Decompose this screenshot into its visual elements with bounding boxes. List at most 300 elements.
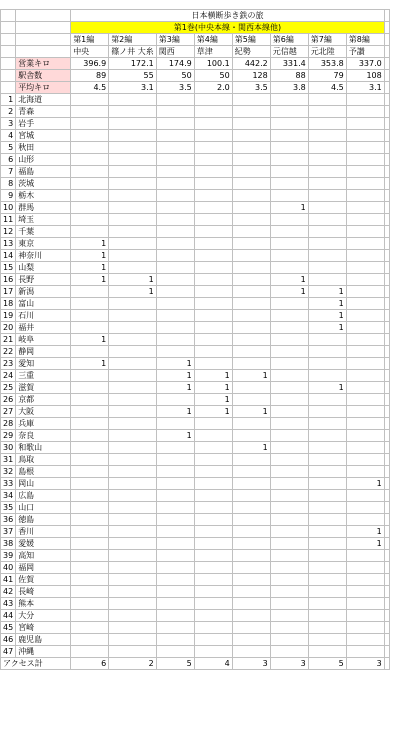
cell-empty[interactable]	[384, 526, 389, 538]
route-mark[interactable]	[308, 154, 346, 166]
route-mark[interactable]	[109, 550, 157, 562]
route-mark[interactable]	[194, 574, 232, 586]
footer-label-cell[interactable]: アクセス計	[1, 658, 71, 670]
route-mark[interactable]	[71, 346, 109, 358]
route-mark[interactable]	[71, 298, 109, 310]
route-mark[interactable]: 1	[232, 406, 270, 418]
cell-empty[interactable]	[384, 250, 389, 262]
route-mark[interactable]	[194, 454, 232, 466]
cell-empty[interactable]	[384, 214, 389, 226]
route-number[interactable]: 第2編	[109, 34, 157, 46]
route-mark[interactable]	[109, 382, 157, 394]
route-mark[interactable]	[156, 226, 194, 238]
stat-value[interactable]: 55	[109, 70, 157, 82]
cell-empty[interactable]	[1, 70, 16, 82]
route-mark[interactable]: 1	[71, 262, 109, 274]
route-mark[interactable]	[71, 466, 109, 478]
stat-value[interactable]: 172.1	[109, 58, 157, 70]
route-mark[interactable]	[194, 346, 232, 358]
route-mark[interactable]	[270, 502, 308, 514]
route-mark[interactable]	[270, 478, 308, 490]
route-mark[interactable]	[346, 430, 384, 442]
stat-value[interactable]: 128	[232, 70, 270, 82]
route-mark[interactable]	[346, 382, 384, 394]
prefecture-name[interactable]: 鳥取	[16, 454, 71, 466]
route-mark[interactable]	[156, 490, 194, 502]
cell-empty[interactable]	[384, 418, 389, 430]
route-mark[interactable]	[270, 358, 308, 370]
route-mark[interactable]	[156, 190, 194, 202]
prefecture-number[interactable]: 20	[1, 322, 16, 334]
route-mark[interactable]	[270, 406, 308, 418]
route-mark[interactable]	[308, 334, 346, 346]
route-mark[interactable]	[71, 406, 109, 418]
cell-empty[interactable]	[384, 406, 389, 418]
route-mark[interactable]	[308, 226, 346, 238]
cell-empty[interactable]	[384, 154, 389, 166]
route-mark[interactable]: 1	[156, 358, 194, 370]
prefecture-number[interactable]: 41	[1, 574, 16, 586]
route-mark[interactable]	[109, 586, 157, 598]
cell-empty[interactable]	[384, 310, 389, 322]
prefecture-number[interactable]: 42	[1, 586, 16, 598]
route-mark[interactable]	[109, 202, 157, 214]
route-mark[interactable]	[194, 226, 232, 238]
route-mark[interactable]	[109, 574, 157, 586]
cell-empty[interactable]	[384, 70, 389, 82]
route-mark[interactable]	[194, 598, 232, 610]
cell-empty[interactable]	[384, 166, 389, 178]
route-mark[interactable]	[156, 598, 194, 610]
route-mark[interactable]	[308, 190, 346, 202]
route-mark[interactable]	[270, 142, 308, 154]
cell-empty[interactable]	[384, 394, 389, 406]
route-mark[interactable]	[156, 298, 194, 310]
route-mark[interactable]	[109, 322, 157, 334]
route-mark[interactable]	[346, 610, 384, 622]
route-mark[interactable]: 1	[194, 394, 232, 406]
route-mark[interactable]	[71, 394, 109, 406]
route-mark[interactable]	[346, 646, 384, 658]
route-mark[interactable]	[194, 274, 232, 286]
prefecture-number[interactable]: 16	[1, 274, 16, 286]
route-mark[interactable]	[156, 610, 194, 622]
route-mark[interactable]	[194, 202, 232, 214]
cell-empty[interactable]	[384, 646, 389, 658]
stat-value[interactable]: 442.2	[232, 58, 270, 70]
route-mark[interactable]	[71, 370, 109, 382]
stat-value[interactable]: 396.9	[71, 58, 109, 70]
route-mark[interactable]	[346, 166, 384, 178]
route-mark[interactable]	[308, 562, 346, 574]
prefecture-number[interactable]: 18	[1, 298, 16, 310]
route-mark[interactable]	[270, 166, 308, 178]
route-mark[interactable]	[346, 286, 384, 298]
stat-value[interactable]: 3.1	[109, 82, 157, 94]
route-mark[interactable]	[156, 250, 194, 262]
route-mark[interactable]	[156, 466, 194, 478]
prefecture-name[interactable]: 兵庫	[16, 418, 71, 430]
route-mark[interactable]	[308, 346, 346, 358]
cell-empty[interactable]	[384, 622, 389, 634]
cell-empty[interactable]	[384, 574, 389, 586]
cell-empty[interactable]	[1, 46, 16, 58]
route-mark[interactable]	[346, 238, 384, 250]
route-mark[interactable]	[109, 538, 157, 550]
route-mark[interactable]	[270, 550, 308, 562]
route-name[interactable]: 中央	[71, 46, 109, 58]
prefecture-number[interactable]: 5	[1, 142, 16, 154]
route-mark[interactable]	[308, 358, 346, 370]
route-name[interactable]: 予讃	[346, 46, 384, 58]
prefecture-name[interactable]: 東京	[16, 238, 71, 250]
route-mark[interactable]	[270, 574, 308, 586]
route-mark[interactable]: 1	[71, 334, 109, 346]
route-mark[interactable]	[109, 94, 157, 106]
route-mark[interactable]	[71, 622, 109, 634]
prefecture-number[interactable]: 17	[1, 286, 16, 298]
route-mark[interactable]	[194, 154, 232, 166]
route-mark[interactable]	[346, 190, 384, 202]
route-name[interactable]: 篠ノ井 大糸	[109, 46, 157, 58]
prefecture-number[interactable]: 9	[1, 190, 16, 202]
route-mark[interactable]	[71, 154, 109, 166]
prefecture-name[interactable]: 岐阜	[16, 334, 71, 346]
cell-empty[interactable]	[384, 346, 389, 358]
route-mark[interactable]	[194, 466, 232, 478]
cell-empty[interactable]	[384, 370, 389, 382]
prefecture-number[interactable]: 13	[1, 238, 16, 250]
route-mark[interactable]	[232, 106, 270, 118]
prefecture-name[interactable]: 長野	[16, 274, 71, 286]
route-mark[interactable]	[156, 442, 194, 454]
prefecture-name[interactable]: 佐賀	[16, 574, 71, 586]
route-mark[interactable]	[346, 562, 384, 574]
cell-empty[interactable]	[384, 514, 389, 526]
route-mark[interactable]	[109, 154, 157, 166]
route-mark[interactable]	[156, 214, 194, 226]
cell-empty[interactable]	[384, 274, 389, 286]
route-number[interactable]: 第3編	[156, 34, 194, 46]
prefecture-number[interactable]: 36	[1, 514, 16, 526]
prefecture-name[interactable]: 沖縄	[16, 646, 71, 658]
route-mark[interactable]	[194, 130, 232, 142]
route-mark[interactable]	[194, 358, 232, 370]
route-mark[interactable]	[194, 214, 232, 226]
route-mark[interactable]	[346, 202, 384, 214]
cell-empty[interactable]	[1, 82, 16, 94]
prefecture-number[interactable]: 34	[1, 490, 16, 502]
stat-value[interactable]: 3.5	[156, 82, 194, 94]
route-mark[interactable]	[232, 598, 270, 610]
prefecture-number[interactable]: 46	[1, 634, 16, 646]
route-mark[interactable]	[308, 250, 346, 262]
route-mark[interactable]: 1	[71, 274, 109, 286]
route-mark[interactable]	[308, 430, 346, 442]
prefecture-number[interactable]: 4	[1, 130, 16, 142]
route-mark[interactable]	[346, 442, 384, 454]
route-mark[interactable]	[156, 334, 194, 346]
route-mark[interactable]	[156, 394, 194, 406]
route-mark[interactable]	[270, 334, 308, 346]
prefecture-name[interactable]: 富山	[16, 298, 71, 310]
route-mark[interactable]	[270, 418, 308, 430]
prefecture-number[interactable]: 35	[1, 502, 16, 514]
route-mark[interactable]	[71, 142, 109, 154]
route-mark[interactable]	[346, 466, 384, 478]
prefecture-number[interactable]: 37	[1, 526, 16, 538]
route-mark[interactable]	[232, 250, 270, 262]
cell-empty[interactable]	[1, 22, 16, 34]
route-mark[interactable]: 1	[71, 238, 109, 250]
route-mark[interactable]	[194, 238, 232, 250]
route-mark[interactable]	[232, 466, 270, 478]
route-mark[interactable]	[109, 346, 157, 358]
route-mark[interactable]	[156, 634, 194, 646]
route-mark[interactable]	[194, 106, 232, 118]
route-mark[interactable]	[232, 502, 270, 514]
route-mark[interactable]: 1	[308, 310, 346, 322]
route-mark[interactable]	[308, 646, 346, 658]
stat-value[interactable]: 4.5	[71, 82, 109, 94]
prefecture-number[interactable]: 14	[1, 250, 16, 262]
route-mark[interactable]	[308, 406, 346, 418]
route-mark[interactable]	[346, 358, 384, 370]
route-mark[interactable]	[156, 130, 194, 142]
route-mark[interactable]	[232, 310, 270, 322]
route-mark[interactable]	[71, 454, 109, 466]
prefecture-number[interactable]: 32	[1, 466, 16, 478]
prefecture-number[interactable]: 19	[1, 310, 16, 322]
route-mark[interactable]	[71, 310, 109, 322]
route-mark[interactable]	[156, 310, 194, 322]
route-mark[interactable]	[156, 478, 194, 490]
route-mark[interactable]	[232, 202, 270, 214]
route-mark[interactable]	[194, 490, 232, 502]
route-mark[interactable]	[194, 562, 232, 574]
route-mark[interactable]	[346, 574, 384, 586]
route-mark[interactable]	[71, 526, 109, 538]
cell-empty[interactable]	[384, 586, 389, 598]
route-mark[interactable]	[308, 394, 346, 406]
route-mark[interactable]	[308, 550, 346, 562]
route-mark[interactable]	[71, 634, 109, 646]
route-mark[interactable]	[346, 106, 384, 118]
route-mark[interactable]	[270, 454, 308, 466]
route-mark[interactable]	[308, 442, 346, 454]
route-mark[interactable]: 1	[194, 406, 232, 418]
route-mark[interactable]	[270, 430, 308, 442]
route-mark[interactable]	[194, 118, 232, 130]
cell-empty[interactable]	[384, 430, 389, 442]
route-mark[interactable]	[232, 358, 270, 370]
route-mark[interactable]	[109, 226, 157, 238]
route-mark[interactable]	[109, 502, 157, 514]
route-mark[interactable]	[109, 490, 157, 502]
stat-value[interactable]: 50	[156, 70, 194, 82]
route-mark[interactable]	[194, 442, 232, 454]
route-mark[interactable]	[71, 226, 109, 238]
route-mark[interactable]	[308, 490, 346, 502]
route-mark[interactable]	[194, 646, 232, 658]
route-mark[interactable]	[156, 166, 194, 178]
route-mark[interactable]	[194, 286, 232, 298]
route-mark[interactable]	[194, 298, 232, 310]
route-mark[interactable]	[270, 262, 308, 274]
route-mark[interactable]: 1	[232, 442, 270, 454]
route-mark[interactable]	[156, 538, 194, 550]
route-mark[interactable]	[270, 346, 308, 358]
prefecture-name[interactable]: 福井	[16, 322, 71, 334]
route-mark[interactable]	[71, 598, 109, 610]
stat-value[interactable]: 4.5	[308, 82, 346, 94]
route-mark[interactable]	[194, 262, 232, 274]
route-mark[interactable]	[232, 214, 270, 226]
route-mark[interactable]	[71, 418, 109, 430]
route-mark[interactable]	[270, 214, 308, 226]
route-mark[interactable]: 1	[109, 274, 157, 286]
route-mark[interactable]	[346, 586, 384, 598]
access-total[interactable]: 3	[232, 658, 270, 670]
prefecture-name[interactable]: 大分	[16, 610, 71, 622]
prefecture-name[interactable]: 埼玉	[16, 214, 71, 226]
route-mark[interactable]	[270, 118, 308, 130]
prefecture-name[interactable]: 石川	[16, 310, 71, 322]
route-mark[interactable]	[71, 166, 109, 178]
route-mark[interactable]	[109, 142, 157, 154]
prefecture-number[interactable]: 2	[1, 106, 16, 118]
route-mark[interactable]	[109, 610, 157, 622]
route-mark[interactable]	[232, 238, 270, 250]
cell-empty[interactable]	[384, 178, 389, 190]
route-mark[interactable]	[109, 514, 157, 526]
prefecture-number[interactable]: 26	[1, 394, 16, 406]
prefecture-name[interactable]: 和歌山	[16, 442, 71, 454]
route-mark[interactable]	[194, 430, 232, 442]
route-mark[interactable]	[194, 634, 232, 646]
cell-empty[interactable]	[384, 454, 389, 466]
route-mark[interactable]	[270, 646, 308, 658]
route-mark[interactable]	[232, 274, 270, 286]
cell-empty[interactable]	[384, 538, 389, 550]
route-mark[interactable]	[346, 298, 384, 310]
route-mark[interactable]	[308, 634, 346, 646]
route-name[interactable]: 関西	[156, 46, 194, 58]
route-mark[interactable]	[156, 646, 194, 658]
route-mark[interactable]	[109, 334, 157, 346]
route-mark[interactable]	[270, 562, 308, 574]
route-mark[interactable]	[232, 166, 270, 178]
prefecture-number[interactable]: 47	[1, 646, 16, 658]
route-mark[interactable]	[308, 118, 346, 130]
route-mark[interactable]: 1	[346, 526, 384, 538]
route-mark[interactable]	[194, 178, 232, 190]
route-mark[interactable]	[194, 610, 232, 622]
route-mark[interactable]	[156, 322, 194, 334]
route-mark[interactable]	[232, 346, 270, 358]
prefecture-name[interactable]: 滋賀	[16, 382, 71, 394]
access-total[interactable]: 2	[109, 658, 157, 670]
cell-empty[interactable]	[384, 286, 389, 298]
route-mark[interactable]	[346, 178, 384, 190]
prefecture-number[interactable]: 12	[1, 226, 16, 238]
route-mark[interactable]	[109, 298, 157, 310]
route-mark[interactable]	[346, 514, 384, 526]
route-mark[interactable]	[308, 178, 346, 190]
route-mark[interactable]	[308, 622, 346, 634]
route-mark[interactable]	[156, 106, 194, 118]
prefecture-name[interactable]: 千葉	[16, 226, 71, 238]
prefecture-name[interactable]: 島根	[16, 466, 71, 478]
prefecture-name[interactable]: 山形	[16, 154, 71, 166]
route-mark[interactable]: 1	[156, 430, 194, 442]
route-mark[interactable]	[308, 454, 346, 466]
route-mark[interactable]	[109, 598, 157, 610]
route-mark[interactable]	[232, 526, 270, 538]
route-mark[interactable]	[232, 622, 270, 634]
route-mark[interactable]	[270, 394, 308, 406]
route-mark[interactable]	[346, 154, 384, 166]
cell-empty[interactable]	[384, 466, 389, 478]
route-mark[interactable]	[71, 490, 109, 502]
route-mark[interactable]: 1	[308, 382, 346, 394]
route-mark[interactable]: 1	[71, 358, 109, 370]
route-mark[interactable]	[194, 322, 232, 334]
route-mark[interactable]	[346, 454, 384, 466]
route-mark[interactable]	[156, 586, 194, 598]
route-mark[interactable]	[109, 622, 157, 634]
prefecture-number[interactable]: 38	[1, 538, 16, 550]
route-name[interactable]: 元信越	[270, 46, 308, 58]
route-mark[interactable]	[308, 538, 346, 550]
route-mark[interactable]	[270, 442, 308, 454]
prefecture-number[interactable]: 44	[1, 610, 16, 622]
cell-empty[interactable]	[384, 238, 389, 250]
cell-empty[interactable]	[384, 190, 389, 202]
access-total[interactable]: 6	[71, 658, 109, 670]
route-mark[interactable]	[270, 490, 308, 502]
route-mark[interactable]	[270, 586, 308, 598]
route-mark[interactable]	[308, 214, 346, 226]
route-mark[interactable]: 1	[109, 286, 157, 298]
route-mark[interactable]	[346, 94, 384, 106]
route-mark[interactable]	[156, 286, 194, 298]
prefecture-name[interactable]: 高知	[16, 550, 71, 562]
route-mark[interactable]	[270, 514, 308, 526]
route-mark[interactable]	[109, 478, 157, 490]
route-mark[interactable]	[270, 370, 308, 382]
route-mark[interactable]	[346, 370, 384, 382]
route-mark[interactable]	[232, 94, 270, 106]
cell-empty[interactable]	[1, 10, 16, 22]
cell-empty[interactable]	[384, 562, 389, 574]
access-total[interactable]: 5	[156, 658, 194, 670]
route-mark[interactable]: 1	[346, 538, 384, 550]
prefecture-name[interactable]: 鹿児島	[16, 634, 71, 646]
prefecture-name[interactable]: 青森	[16, 106, 71, 118]
prefecture-name[interactable]: 山口	[16, 502, 71, 514]
prefecture-number[interactable]: 28	[1, 418, 16, 430]
route-mark[interactable]	[71, 286, 109, 298]
route-mark[interactable]	[71, 106, 109, 118]
route-mark[interactable]	[194, 514, 232, 526]
prefecture-number[interactable]: 24	[1, 370, 16, 382]
route-mark[interactable]	[71, 502, 109, 514]
prefecture-number[interactable]: 39	[1, 550, 16, 562]
prefecture-name[interactable]: 愛知	[16, 358, 71, 370]
route-mark[interactable]	[194, 526, 232, 538]
cell-empty[interactable]	[384, 34, 389, 46]
